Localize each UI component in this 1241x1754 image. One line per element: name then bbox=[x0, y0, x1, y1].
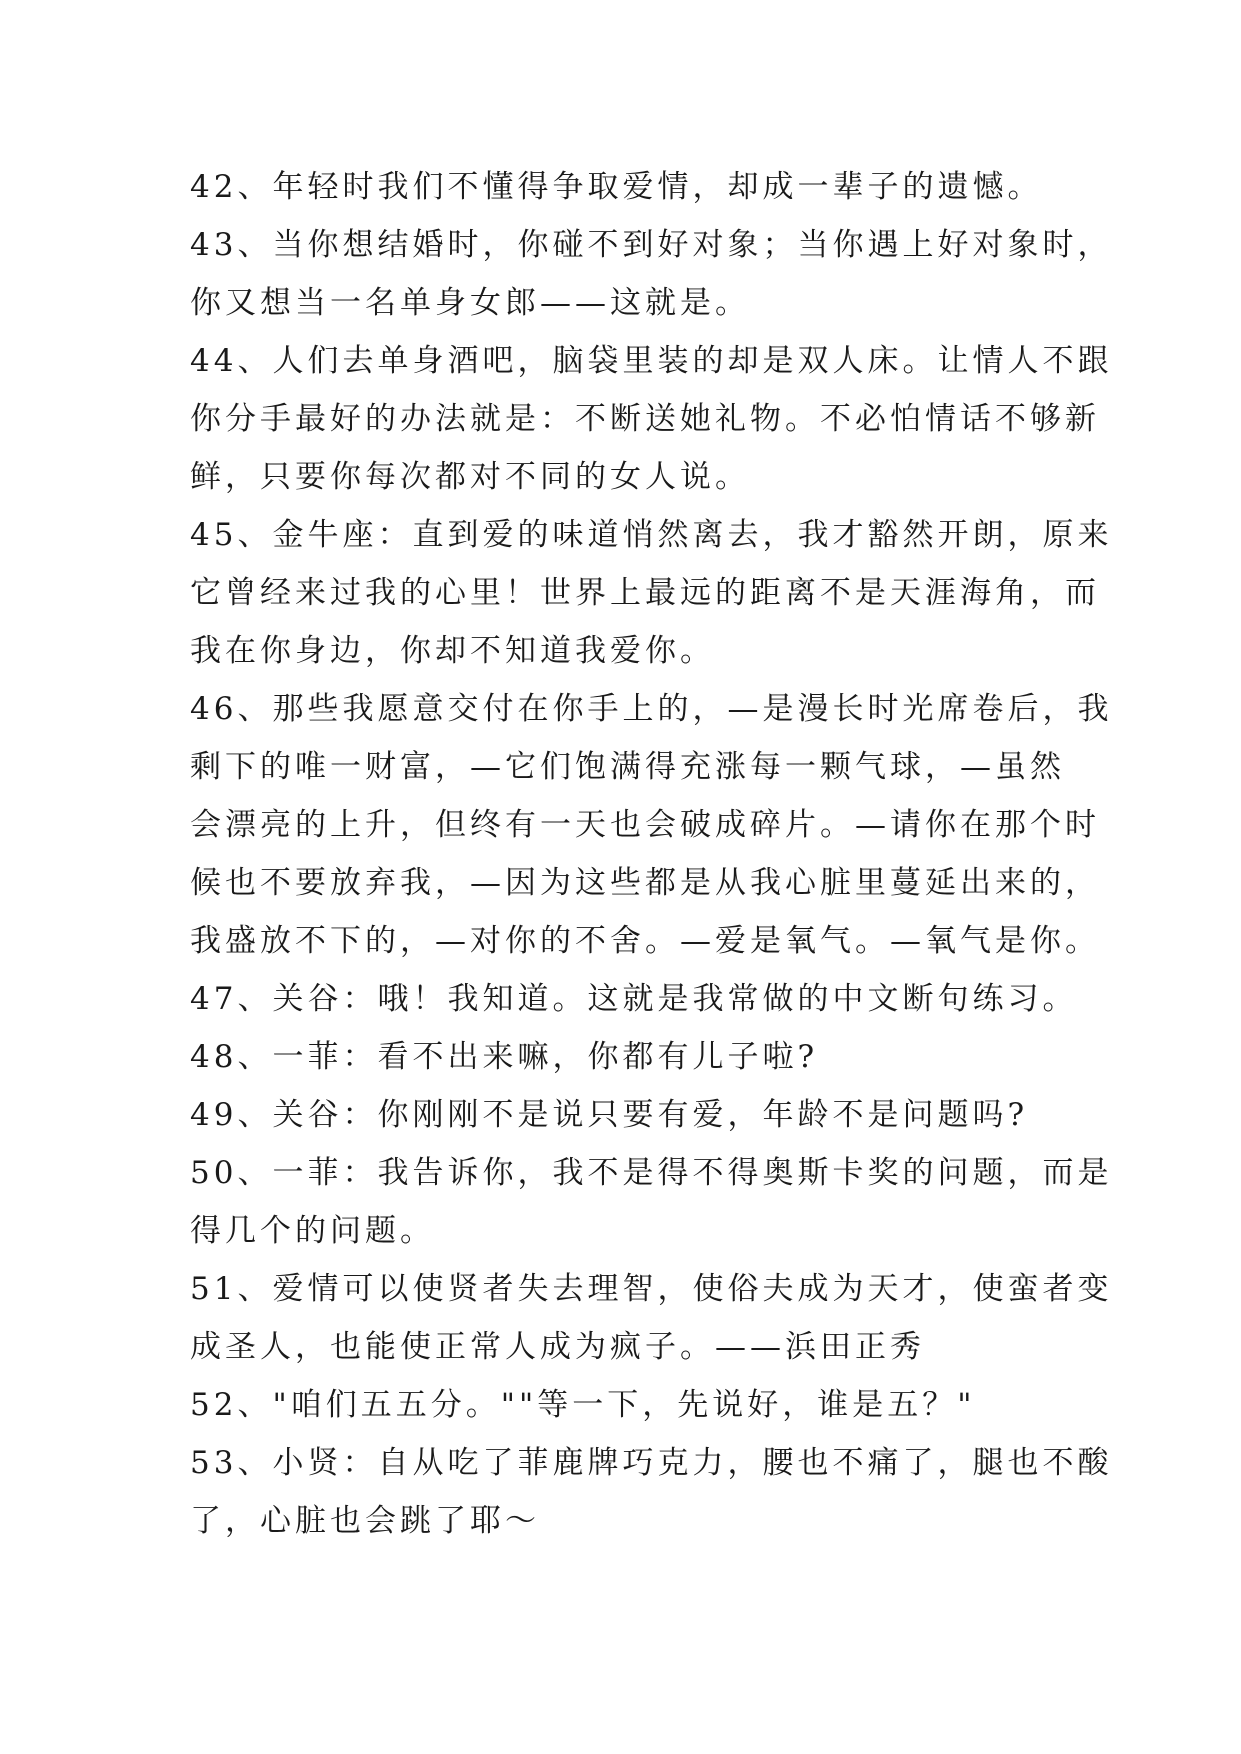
text-line-6: 鲜，只要你每次都对不同的女人说。 bbox=[190, 459, 750, 495]
text-line-14: 我盛放不下的，—对你的不舍。—爱是氧气。—氧气是你。 bbox=[190, 923, 1100, 959]
text-line-5: 你分手最好的办法就是：不断送她礼物。不必怕情话不够新 bbox=[190, 401, 1100, 437]
text-line-10: 46、那些我愿意交付在你手上的，—是漫长时光席卷后，我 bbox=[190, 691, 1113, 727]
text-line-8: 它曾经来过我的心里！世界上最远的距离不是天涯海角，而 bbox=[190, 575, 1100, 611]
text-line-19: 得几个的问题。 bbox=[190, 1213, 435, 1249]
text-line-1: 42、年轻时我们不懂得争取爱情，却成一辈子的遗憾。 bbox=[190, 169, 1043, 205]
text-line-12: 会漂亮的上升，但终有一天也会破成碎片。—请你在那个时 bbox=[190, 807, 1100, 843]
text-line-3: 你又想当一名单身女郎——这就是。 bbox=[190, 285, 750, 321]
text-line-11: 剩下的唯一财富，—它们饱满得充涨每一颗气球，—虽然 bbox=[190, 749, 1065, 785]
text-line-15: 47、关谷：哦！我知道。这就是我常做的中文断句练习。 bbox=[190, 981, 1078, 1017]
text-line-17: 49、关谷：你刚刚不是说只要有爱，年龄不是问题吗? bbox=[190, 1097, 1029, 1133]
text-line-9: 我在你身边，你却不知道我爱你。 bbox=[190, 633, 715, 669]
text-line-23: 53、小贤：自从吃了菲鹿牌巧克力，腰也不痛了，腿也不酸 bbox=[190, 1445, 1113, 1481]
text-line-16: 48、一菲：看不出来嘛，你都有儿子啦? bbox=[190, 1039, 819, 1075]
text-line-22: 52、"咱们五五分。""等一下，先说好，谁是五？" bbox=[190, 1387, 976, 1423]
text-line-7: 45、金牛座：直到爱的味道悄然离去，我才豁然开朗，原来 bbox=[190, 517, 1113, 553]
text-line-21: 成圣人，也能使正常人成为疯子。——浜田正秀 bbox=[190, 1329, 925, 1365]
text-line-24: 了，心脏也会跳了耶～ bbox=[190, 1503, 540, 1539]
document-body bbox=[190, 158, 1113, 1550]
text-line-2: 43、当你想结婚时，你碰不到好对象；当你遇上好对象时， bbox=[190, 227, 1113, 263]
text-line-13: 候也不要放弃我，—因为这些都是从我心脏里蔓延出来的， bbox=[190, 865, 1100, 901]
text-line-4: 44、人们去单身酒吧，脑袋里装的却是双人床。让情人不跟 bbox=[190, 343, 1113, 379]
text-line-18: 50、一菲：我告诉你，我不是得不得奥斯卡奖的问题，而是 bbox=[190, 1155, 1113, 1191]
text-line-20: 51、爱情可以使贤者失去理智，使俗夫成为天才，使蛮者变 bbox=[190, 1271, 1113, 1307]
